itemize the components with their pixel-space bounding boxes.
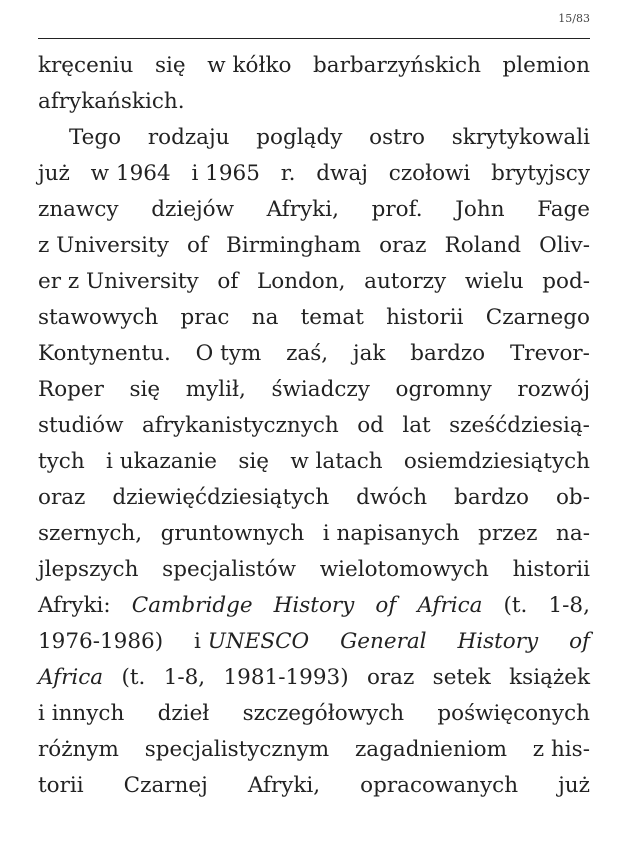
word: afrykanistycznych — [141, 413, 339, 438]
word: bardzo — [410, 341, 486, 366]
word: i UNESCO — [194, 629, 310, 654]
word: skrytykowali — [451, 125, 590, 150]
word: Cambridge — [131, 593, 253, 618]
word: zagadnieniom — [354, 737, 507, 762]
text-line — [38, 84, 590, 120]
word: z University — [38, 233, 169, 258]
word: wielotomowych — [319, 557, 489, 582]
word: dziewięćdziesiątych — [112, 485, 330, 510]
word: Roper — [38, 377, 104, 402]
word: General — [340, 629, 427, 654]
word: barbarzyńskich — [313, 53, 481, 78]
text-line — [38, 552, 590, 588]
word: Afryki, — [266, 197, 339, 222]
word: ostro — [369, 125, 425, 150]
word: i napisanych — [322, 521, 460, 546]
page-number: 15/83 — [558, 12, 590, 25]
word: prof. — [371, 197, 423, 222]
word: osiemdziesiątych — [403, 449, 590, 474]
word: dziejów — [151, 197, 234, 222]
text-line — [38, 408, 590, 444]
word: szczegółowych — [242, 701, 405, 726]
text-line — [38, 48, 590, 84]
text-line — [38, 372, 590, 408]
text-line — [38, 336, 590, 372]
word: i innych — [38, 701, 125, 726]
text-line — [38, 732, 590, 768]
word: się — [238, 449, 269, 474]
word: Afryki: — [38, 593, 111, 618]
word: studiów — [38, 413, 124, 438]
word: plemion — [502, 53, 590, 78]
word: temat — [300, 305, 364, 330]
text-line — [38, 192, 590, 228]
word: z his- — [532, 737, 590, 762]
text-line — [38, 228, 590, 264]
text-line — [38, 696, 590, 732]
word: specjalistów — [162, 557, 296, 582]
text-line — [38, 624, 590, 660]
word: w 1964 — [90, 161, 171, 186]
word: specjalistycznym — [144, 737, 330, 762]
word: pod- — [542, 269, 590, 294]
word: (t. — [503, 593, 528, 618]
word: różnym — [38, 737, 119, 762]
word: i 1965 — [191, 161, 260, 186]
word: Kontynentu. — [38, 341, 171, 366]
word: Afryki, — [247, 773, 321, 798]
word: jlepszych — [38, 557, 139, 582]
text-line — [38, 768, 590, 804]
word: szernych, — [38, 521, 143, 546]
word: rozwój — [517, 377, 590, 402]
word: 1981-1993) — [223, 665, 349, 690]
word: John — [455, 197, 505, 222]
word: brytyjscy — [491, 161, 590, 186]
word: przez — [478, 521, 538, 546]
word: się — [155, 53, 186, 78]
text-line — [38, 120, 590, 156]
word: kręceniu — [38, 53, 134, 78]
text-line — [38, 264, 590, 300]
word: setek — [432, 665, 491, 690]
word: er z University — [38, 269, 199, 294]
word: opracowanych — [360, 773, 519, 798]
word: oraz — [366, 665, 415, 690]
word: Africa — [417, 593, 483, 618]
word: lat — [402, 413, 431, 438]
word: stawowych — [38, 305, 159, 330]
word: historii — [512, 557, 590, 582]
word: bardzo — [454, 485, 530, 510]
word: wielu — [464, 269, 524, 294]
word: History — [273, 593, 355, 618]
word: London, — [256, 269, 346, 294]
word: już — [38, 161, 70, 186]
word: torii — [38, 773, 84, 798]
word: afrykańskich. — [38, 89, 185, 114]
word: (t. — [121, 665, 146, 690]
word: na — [251, 305, 279, 330]
word: i ukazanie — [106, 449, 218, 474]
word: dwaj — [316, 161, 368, 186]
word: dwóch — [356, 485, 428, 510]
word: ob- — [555, 485, 590, 510]
text-line — [38, 156, 590, 192]
word: Oliv- — [539, 233, 590, 258]
word: gruntownych — [160, 521, 305, 546]
text-line — [38, 516, 590, 552]
word: Fage — [537, 197, 590, 222]
text-line — [38, 444, 590, 480]
word: świadczy — [271, 377, 370, 402]
word: w kółko — [207, 53, 292, 78]
word: O tym — [195, 341, 262, 366]
word: r. — [280, 161, 296, 186]
word: rodzaju — [147, 125, 230, 150]
word: się — [129, 377, 161, 402]
word: poświęconych — [437, 701, 590, 726]
word: mylił, — [185, 377, 246, 402]
word: książek — [509, 665, 590, 690]
word: Birmingham — [226, 233, 361, 258]
word: of — [569, 629, 590, 654]
word: oraz — [379, 233, 427, 258]
text-line — [38, 300, 590, 336]
word: Roland — [444, 233, 522, 258]
word: sześćdziesią- — [449, 413, 590, 438]
word: of — [375, 593, 397, 618]
word: 1-8, — [163, 665, 206, 690]
word: of — [187, 233, 208, 258]
word: już — [558, 773, 590, 798]
text-line — [38, 660, 590, 696]
word: Tego — [69, 125, 122, 150]
word: of — [217, 269, 239, 294]
word: poglądy — [256, 125, 343, 150]
word: historii — [386, 305, 464, 330]
text-line — [38, 480, 590, 516]
word: na- — [556, 521, 590, 546]
body-text — [38, 48, 590, 804]
word: dzieł — [157, 701, 210, 726]
word: od — [357, 413, 384, 438]
text-line — [38, 588, 590, 624]
word: Trevor- — [509, 341, 590, 366]
word: 1-8, — [548, 593, 590, 618]
word: Czarnego — [485, 305, 590, 330]
ebook-page — [38, 0, 590, 851]
word: jak — [352, 341, 386, 366]
word: 1976-1986) — [38, 629, 164, 654]
word: tych — [38, 449, 85, 474]
word: oraz — [38, 485, 86, 510]
word: zaś, — [286, 341, 329, 366]
word: w latach — [290, 449, 383, 474]
word: ogromny — [395, 377, 492, 402]
word: znawcy — [38, 197, 119, 222]
header-divider — [38, 38, 590, 39]
word: Africa — [38, 665, 104, 690]
word: prac — [180, 305, 230, 330]
word: Czarnej — [123, 773, 208, 798]
word: autorzy — [364, 269, 447, 294]
word: czołowi — [388, 161, 471, 186]
word: History — [457, 629, 539, 654]
